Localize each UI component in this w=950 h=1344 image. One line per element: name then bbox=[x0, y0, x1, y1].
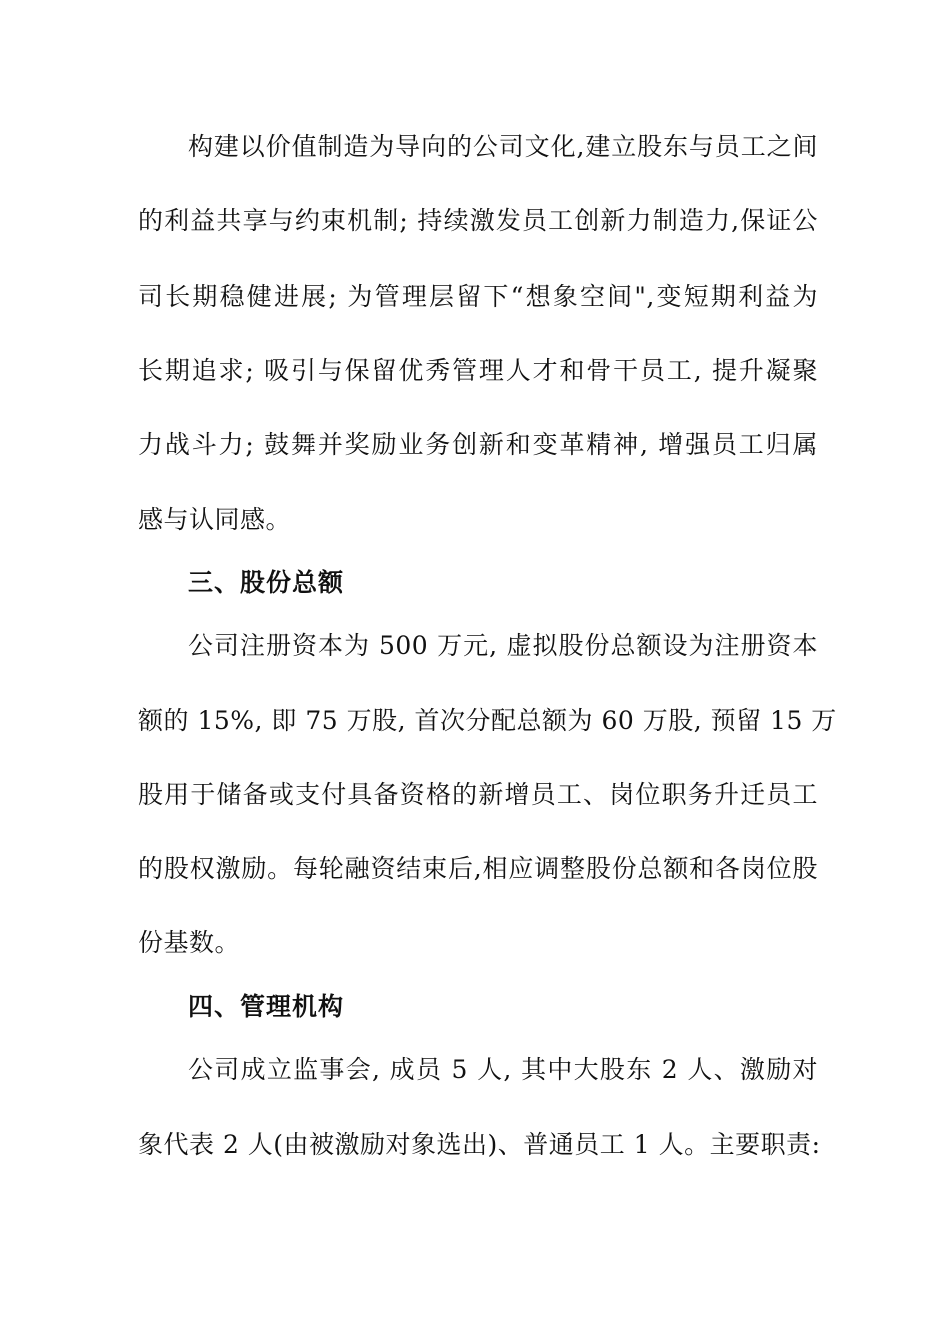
paragraph-line: 额的 15%, 即 75 万股, 首次分配总额为 60 万股, 预留 15 万 bbox=[138, 706, 837, 735]
section-heading: 三、股份总额 bbox=[188, 568, 345, 597]
section-heading: 四、管理机构 bbox=[188, 992, 345, 1021]
paragraph-line: 公司成立监事会, 成员 5 人, 其中大股东 2 人、激励对 bbox=[188, 1055, 818, 1084]
paragraph-line: 感与认同感。 bbox=[138, 505, 292, 534]
paragraph-line: 股用于储备或支付具备资格的新增员工、岗位职务升迁员工 bbox=[138, 780, 818, 809]
paragraph-line: 长期追求; 吸引与保留优秀管理人才和骨干员工, 提升凝聚 bbox=[138, 356, 818, 385]
paragraph-line: 公司注册资本为 500 万元, 虚拟股份总额设为注册资本 bbox=[188, 631, 818, 660]
paragraph-line: 象代表 2 人(由被激励对象选出)、普通员工 1 人。主要职责: bbox=[138, 1130, 821, 1159]
paragraph-line: 的利益共享与约束机制; 持续激发员工创新力制造力,保证公 bbox=[138, 206, 818, 235]
paragraph-line: 构建以价值制造为导向的公司文化,建立股东与员工之间 bbox=[188, 132, 818, 161]
paragraph-line: 司长期稳健进展; 为管理层留下“想象空间",变短期利益为 bbox=[138, 282, 818, 311]
paragraph-line: 份基数。 bbox=[138, 928, 241, 957]
paragraph-line: 的股权激励。每轮融资结束后,相应调整股份总额和各岗位股 bbox=[138, 854, 818, 883]
paragraph-line: 力战斗力; 鼓舞并奖励业务创新和变革精神, 增强员工归属 bbox=[138, 430, 818, 459]
